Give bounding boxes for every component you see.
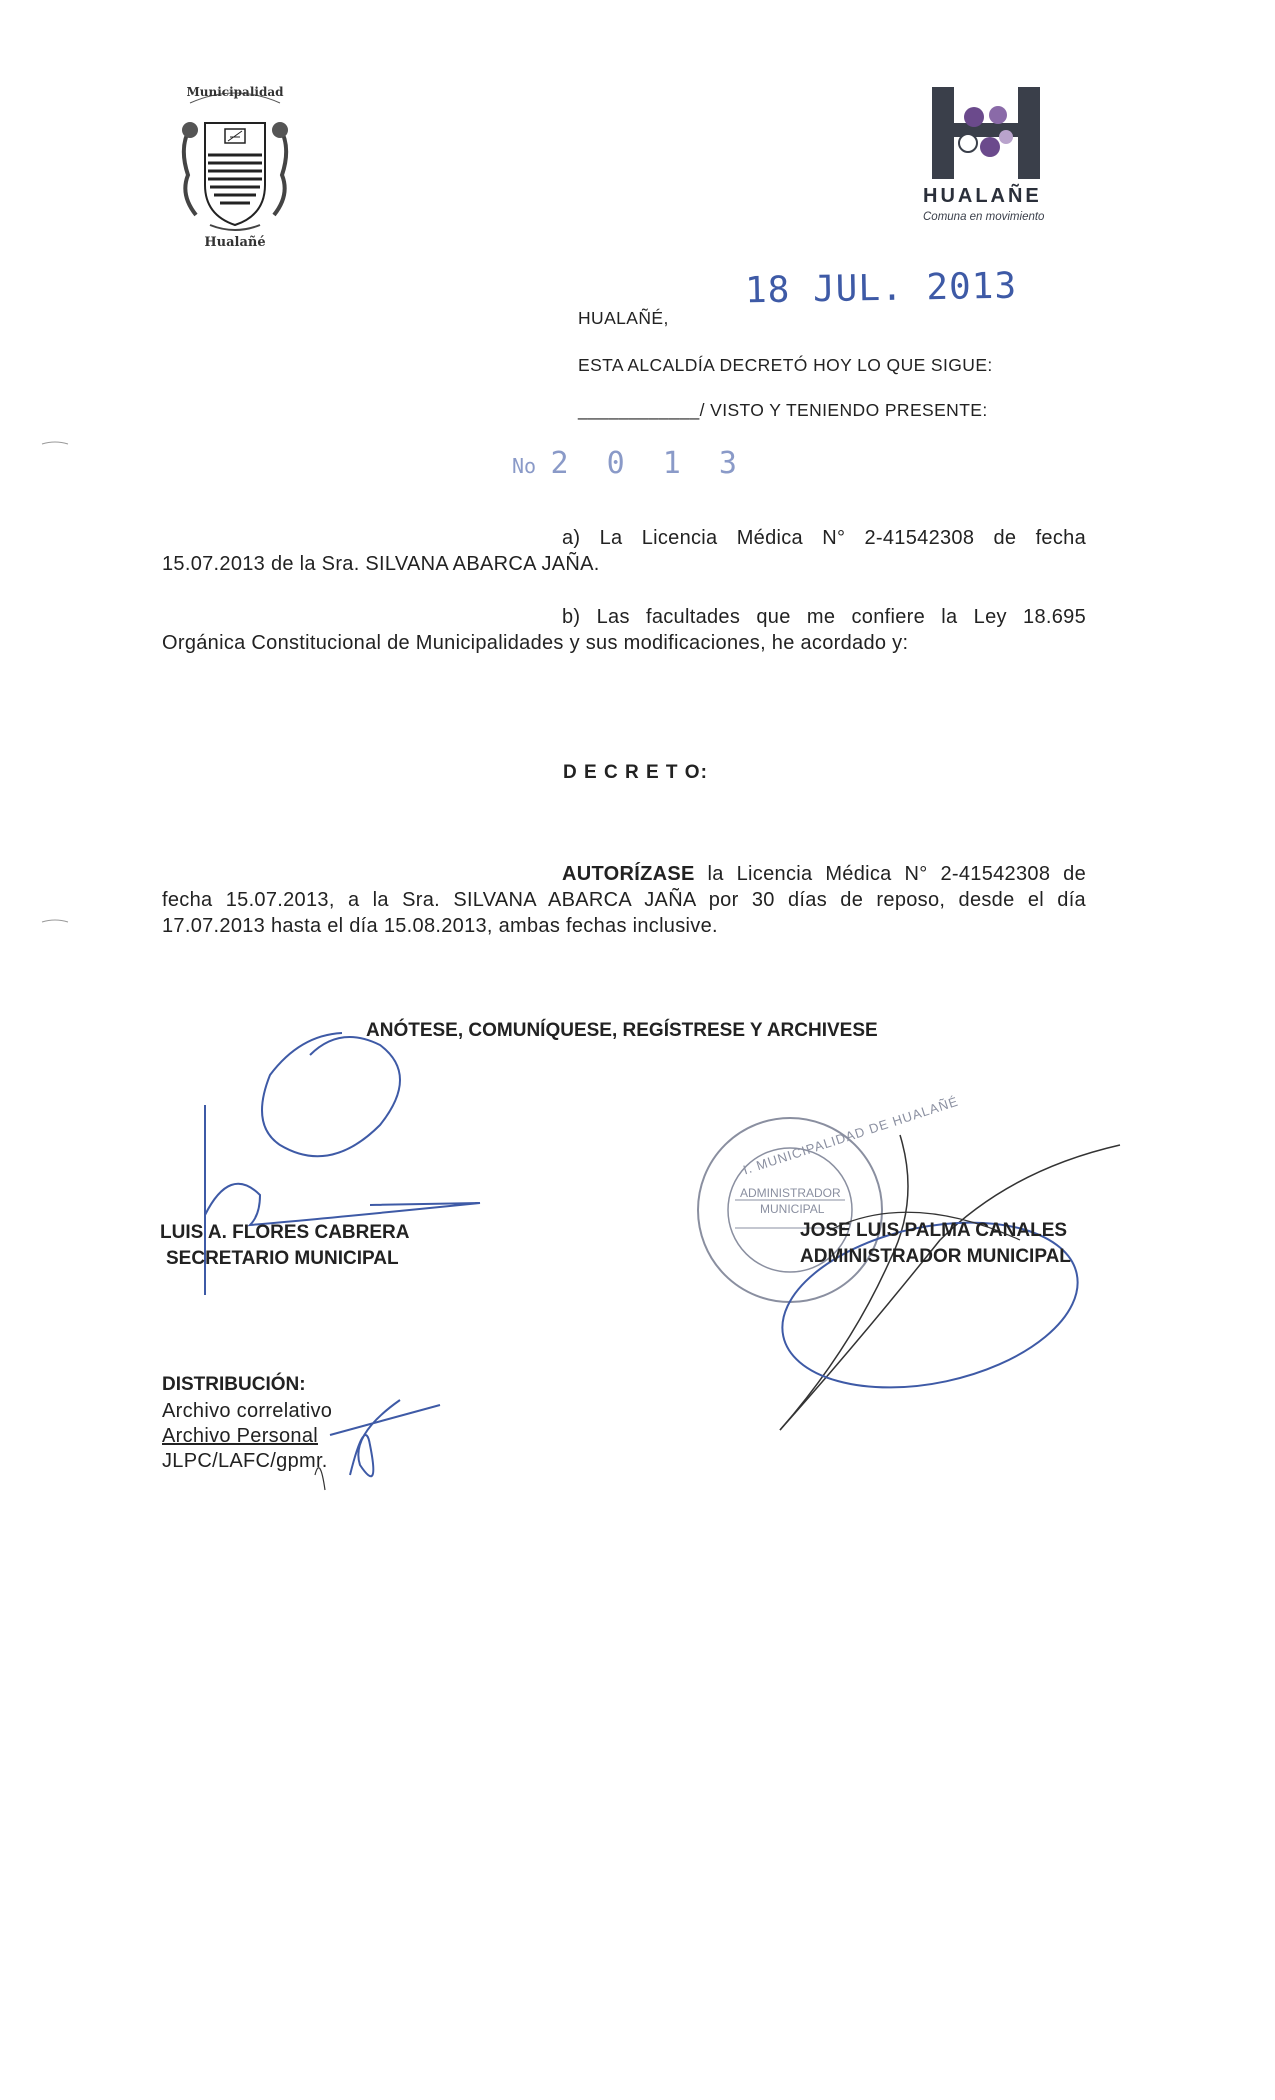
considerando-b-line2: Orgánica Constitucional de Municipalidades y sus modificaciones, he acordado y: <box>162 632 909 654</box>
seal-inner-line1: ADMINISTRADOR <box>740 1186 841 1200</box>
hualane-logo <box>918 85 1068 235</box>
number-prefix: No <box>512 454 537 478</box>
logo-wordmark: HUALAÑE <box>923 185 1042 207</box>
resolution-line3: 17.07.2013 hasta el día 15.08.2013, ambas fechas inclusive. <box>162 915 718 937</box>
right-signer-name: JOSE LUIS PALMA CANALES <box>800 1220 1068 1241</box>
left-signer-title: SECRETARIO MUNICIPAL <box>166 1248 399 1269</box>
decree-number-stamp <box>512 446 747 481</box>
margin-mark <box>40 918 70 924</box>
crest-bottom-text: Hualañé <box>204 235 266 250</box>
closing-formula: ANÓTESE, COMUNÍQUESE, REGÍSTRESE Y ARCHIVESE <box>366 1020 878 1041</box>
decreto-heading: D E C R E T O: <box>563 762 708 783</box>
distribution-item: Archivo Personal <box>162 1425 318 1447</box>
considerando-a-line1: a) La Licencia Médica N° 2-41542308 de fecha <box>562 527 1086 549</box>
number-value: 2 0 1 3 <box>550 446 747 481</box>
considerando-a-line2: 15.07.2013 de la Sra. SILVANA ABARCA JAÑA. <box>162 553 600 575</box>
crest-top-text: Municipalidad <box>186 85 284 99</box>
logo-tagline: Comuna en movimiento <box>923 211 1045 223</box>
place-line: HUALAÑÉ, <box>578 308 669 328</box>
initials-scribble <box>310 1395 450 1495</box>
resolution-line1-text: la Licencia Médica N° 2-41542308 de <box>694 863 1086 885</box>
left-signer-name: LUIS A. FLORES CABRERA <box>160 1222 410 1243</box>
distribution-item: JLPC/LAFC/gpmr. <box>162 1450 328 1472</box>
date-stamp: 18 JUL. 2013 <box>744 265 1018 312</box>
municipal-crest <box>170 85 300 255</box>
visto-line: ____________/ VISTO Y TENIENDO PRESENTE: <box>578 400 988 420</box>
distribution-item: Archivo correlativo <box>162 1400 333 1422</box>
right-signer-title: ADMINISTRADOR MUNICIPAL <box>800 1246 1071 1267</box>
margin-mark <box>40 440 70 446</box>
resolution-line1 <box>562 863 1086 886</box>
right-signature-scribble <box>770 1120 1130 1440</box>
distribution-heading: DISTRIBUCIÓN: <box>162 1374 306 1395</box>
seal-ring-text: I. MUNICIPALIDAD DE HUALAÑÉ <box>741 1093 961 1178</box>
resolution-line2: fecha 15.07.2013, a la Sra. SILVANA ABARCA JAÑA por 30 días de reposo, desde el día <box>162 889 1086 911</box>
h-logo-icon <box>918 85 1068 185</box>
intro-line: ESTA ALCALDÍA DECRETÓ HOY LO QUE SIGUE: <box>578 355 993 375</box>
crest-emblem <box>170 85 300 255</box>
seal-inner-line2: MUNICIPAL <box>760 1202 825 1216</box>
considerando-b-line1: b) Las facultades que me confiere la Ley 18.695 <box>562 606 1086 628</box>
resolution-keyword: AUTORÍZASE <box>562 863 695 885</box>
